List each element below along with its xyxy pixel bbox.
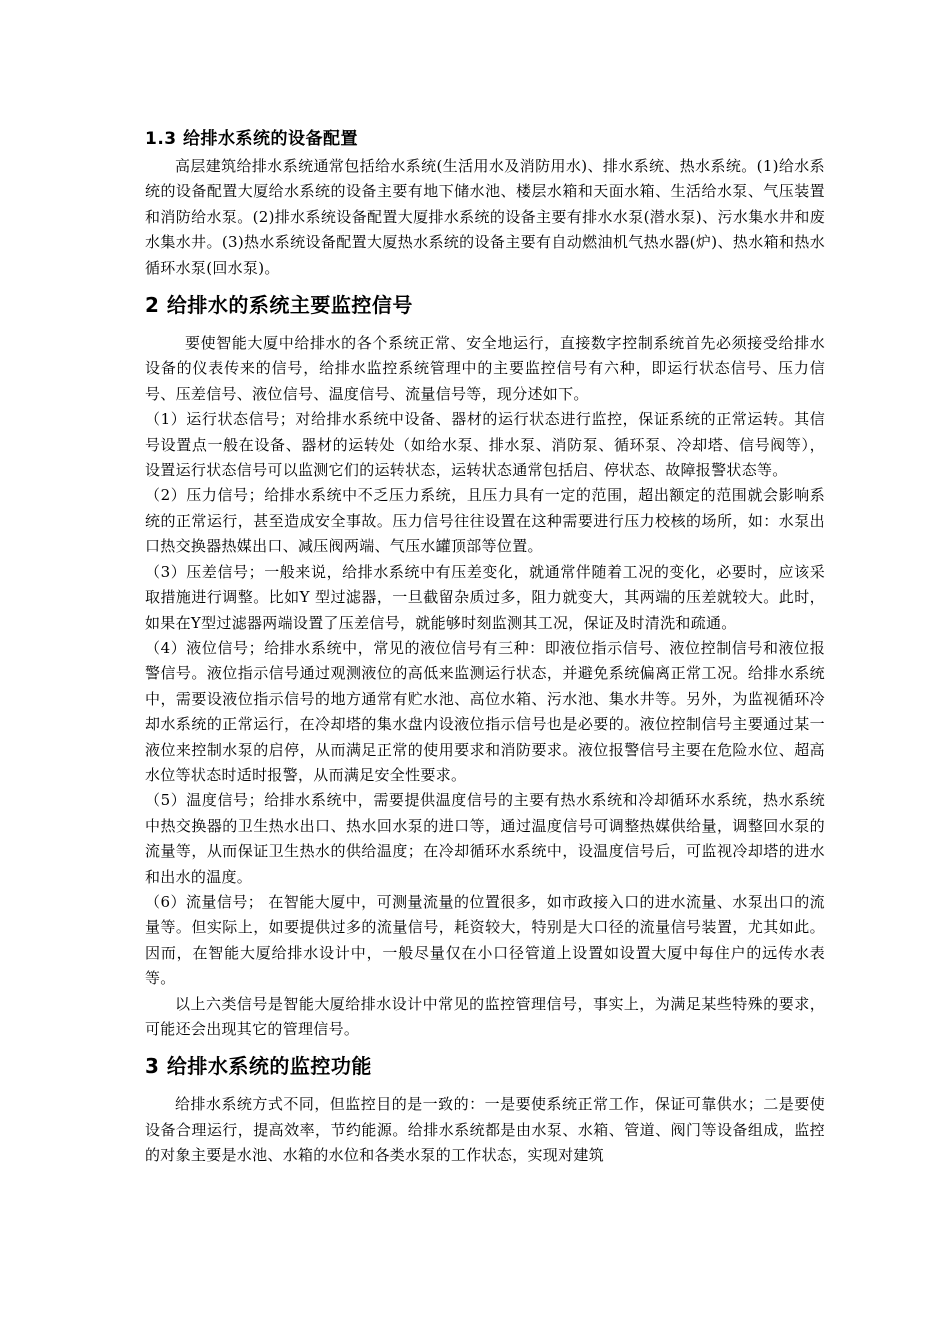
signal-item-pressure: （2）压力信号；给排水系统中不乏压力系统，且压力具有一定的范围，超出额定的范围就会影响系统的正常运行，甚至造成安全事故。压力信号往往设置在这种需要进行压力校核的场所，如：水泵出口热交换器热媒出口、减压阀两端、气压水罐顶部等位置。	[145, 486, 825, 556]
section-2-intro: 要使智能大厦中给排水的各个系统正常、安全地运行，直接数字控制系统首先必须接受给排水设备的仪表传来的信号，给排水监控系统管理中的主要监控信号有六种，即运行状态信号、压力信号、压差信号、液位信号、温度信号、流量信号等，现分述如下。	[145, 334, 825, 403]
section-3-heading: 3 给排水系统的监控功能	[145, 1054, 372, 1079]
signal-item-running-state: （1）运行状态信号；对给排水系统中设备、器材的运行状态进行监控，保证系统的正常运转。其信号设置点一般在设备、器材的运转处（如给水泵、排水泵、消防泵、循环泵、冷却塔、信号阀等），设置运行状态信号可以监测它们的运转状态，运转状态通常包括启、停状态、故障报警状态等。	[145, 410, 825, 480]
signal-item-liquid-level: （4）液位信号；给排水系统中，常见的液位信号有三种：即液位指示信号、液位控制信号和液位报警信号。液位指示信号通过观测液位的高低来监测运行状态，并避免系统偏离正常工况。给排水系统中，需要设液位指示信号的地方通常有贮水池、高位水箱、污水池、集水井等。另外，为监视循环冷却水系统的正常运行，在冷却塔的集水盘内设液位指示信号也是必要的。液位控制信号主要通过某一液位来控制水泵的启停，从而满足正常的使用要求和消防要求。液位报警信号主要在危险水位、超高水位等状态时适时报警，从而满足安全性要求。	[145, 638, 825, 784]
signal-item-flow: （6）流量信号； 在智能大厦中，可测量流量的位置很多，如市政接入口的进水流量、水泵出口的流量等。但实际上，如要提供过多的流量信号，耗资较大，特别是大口径的流量信号装置，尤其如此。因而，在智能大厦给排水设计中，一般尽量仅在小口径管道上设置如设置大厦中每住户的远传水表等。	[145, 892, 825, 988]
section-3-body: 给排水系统方式不同，但监控目的是一致的：一是要使系统正常工作，保证可靠供水；二是要使设备合理运行，提高效率，节约能源。给排水系统都是由水泵、水箱、管道、阀门等设备组成，监控的对象主要是水池、水箱的水位和各类水泵的工作状态，实现对建筑	[145, 1095, 825, 1165]
section-2-closing: 以上六类信号是智能大厦给排水设计中常见的监控管理信号，事实上，为满足某些特殊的要求，可能还会出现其它的管理信号。	[145, 994, 825, 1038]
section-2-heading: 2 给排水的系统主要监控信号	[145, 293, 413, 318]
document-page	[145, 118, 825, 1169]
signal-item-temperature: （5）温度信号；给排水系统中，需要提供温度信号的主要有热水系统和冷却循环水系统，热水系统中热交换器的卫生热水出口、热水回水泵的进口等，通过温度信号可调整热媒供给量，调整回水泵的流量等，从而保证卫生热水的供给温度；在冷却循环水系统中，设温度信号后，可监视冷却塔的进水和出水的温度。	[145, 791, 825, 886]
section-1-3-body: 高层建筑给排水系统通常包括给水系统(生活用水及消防用水)、排水系统、热水系统。(1)给水系统的设备配置大厦给水系统的设备主要有地下储水池、楼层水箱和天面水箱、生活给水泵、气压装置和消防给水泵。(2)排水系统设备配置大厦排水系统的设备主要有排水水泵(潜水泵)、污水集水井和废水集水井。(3)热水系统设备配置大厦热水系统的设备主要有自动燃油机气热水器(炉)、热水箱和热水循环水泵(回水泵)。	[145, 157, 825, 277]
signal-item-pressure-difference: （3）压差信号；一般来说，给排水系统中有压差变化，就通常伴随着工况的变化，必要时，应该采取措施进行调整。比如Y 型过滤器，一旦截留杂质过多，阻力就变大，其两端的压差就较大。此时，如果在Y型过滤器两端设置了压差信号，就能够时刻监测其工况，保证及时清洗和疏通。	[145, 562, 825, 632]
section-1-3-heading: 1.3 给排水系统的设备配置	[145, 129, 359, 149]
